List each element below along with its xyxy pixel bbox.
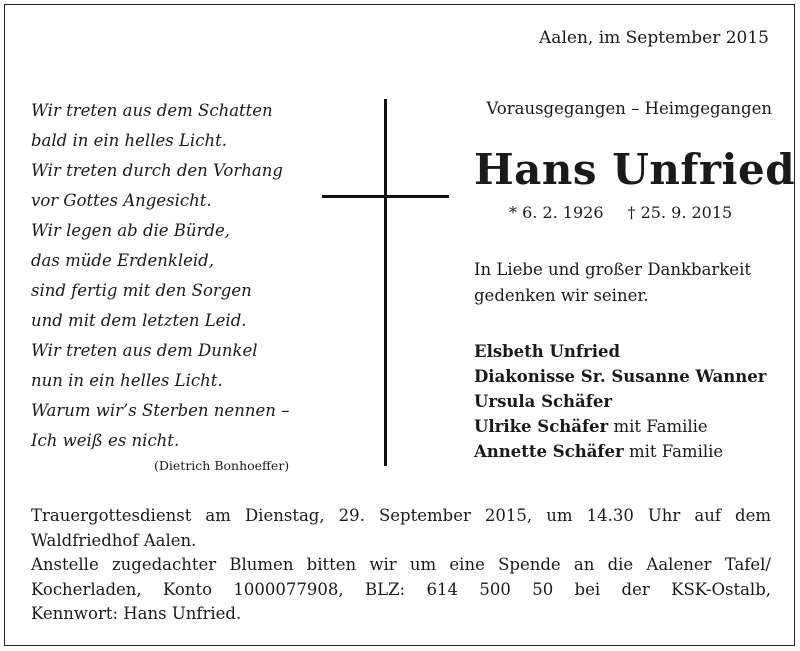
service-line: Trauergottesdienst am Dienstag, 29. September 2015, um 14.30 Uhr auf dem [31, 506, 771, 525]
mourner [474, 439, 772, 464]
cross-icon [384, 99, 387, 466]
remembrance-line: gedenken wir seiner. [474, 286, 649, 305]
cross-icon-beam [322, 195, 449, 198]
mourner-name: Diakonisse Sr. Susanne Wanner [474, 367, 767, 386]
poem-line: Wir treten aus dem Schatten [31, 101, 273, 120]
death-date: † 25. 9. 2015 [627, 203, 733, 222]
mourner-suffix: mit Familie [608, 417, 708, 436]
poem-line: und mit dem letzten Leid. [31, 311, 247, 330]
poem-line: das müde Erdenkleid, [31, 251, 214, 270]
donation-line: Anstelle zugedachter Blumen bitten wir um eine Spende an die Aalener Tafel/ [31, 555, 771, 574]
poem-line: Wir legen ab die Bürde, [31, 221, 231, 240]
poem-line: Wir treten durch den Vorhang [31, 161, 283, 180]
donation-line: Kocherladen, Konto 1000077908, BLZ: 614 500 50 bei der KSK-Ostalb, [31, 579, 771, 599]
heading: Vorausgegangen – Heimgegangen [486, 99, 772, 118]
poem [31, 96, 321, 473]
poem-line: sind fertig mit den Sorgen [31, 281, 252, 300]
poem-author: (Dietrich Bonhoeffer) [154, 458, 290, 473]
mourner [474, 414, 772, 439]
place-date: Aalen, im September 2015 [539, 28, 769, 48]
poem-line: vor Gottes Angesicht. [31, 191, 212, 210]
deceased-block [474, 96, 796, 464]
poem-line: nun in ein helles Licht. [31, 371, 223, 390]
service-line: Waldfriedhof Aalen. [31, 530, 197, 550]
mourners-list [474, 339, 772, 464]
mourner [474, 339, 772, 364]
mourner-suffix: mit Familie [623, 442, 724, 461]
poem-line: Wir treten aus dem Dunkel [31, 341, 258, 360]
donation-line: Kennwort: Hans Unfried. [31, 604, 242, 623]
mourner [474, 389, 772, 414]
birth-date: * 6. 2. 1926 [509, 203, 604, 222]
mourner [474, 364, 772, 389]
life-dates [474, 202, 772, 224]
mourner-name: Ursula Schäfer [474, 392, 613, 411]
remembrance-line: In Liebe und großer Dankbarkeit [474, 260, 751, 279]
mourner-name: Elsbeth Unfried [474, 342, 621, 361]
poem-line: bald in ein helles Licht. [31, 131, 227, 150]
poem-line: Warum wir’s Sterben nennen – [31, 401, 290, 420]
remembrance-text [474, 257, 772, 309]
mourner-name: Annette Schäfer [474, 442, 624, 461]
mourner-name: Ulrike Schäfer [474, 417, 609, 436]
deceased-name: Hans Unfried [474, 145, 796, 194]
service-info [31, 504, 771, 627]
poem-line: Ich weiß es nicht. [31, 431, 180, 450]
